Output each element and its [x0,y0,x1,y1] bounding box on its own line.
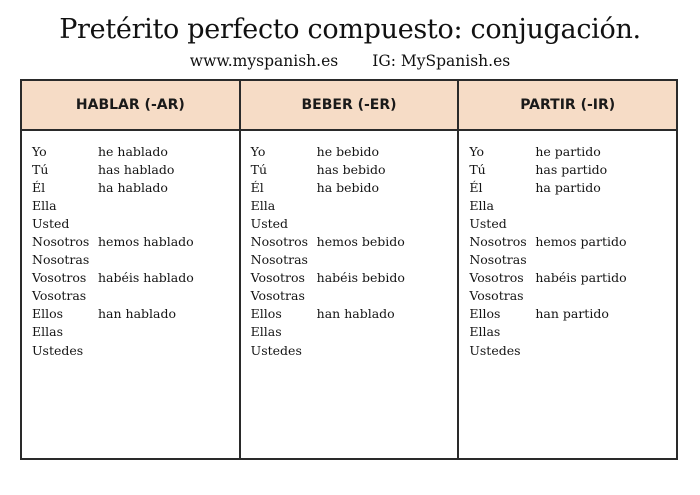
verb-form-cell: he hablado [98,143,168,159]
pronoun-cell: Ellos [250,306,282,322]
table-row [251,251,458,269]
table-row [469,160,676,178]
pronoun-cell: Nosotras [250,252,308,268]
table-row [32,142,239,160]
table-row [251,305,458,323]
pronoun-cell: Nosotras [32,252,90,268]
verb-form-cell: han partido [535,306,609,322]
column-body [459,131,676,458]
table-row [469,232,676,250]
pronoun-cell: Vosotras [250,288,305,304]
instagram-handle: IG: MySpanish.es [372,52,511,70]
verb-form-cell: hemos hablado [98,234,194,250]
verb-form-cell: han hablado [98,306,177,322]
column-heading: PARTIR (-IR) [459,81,676,131]
verb-form-cell: habéis hablado [98,270,194,286]
column-body [22,131,239,458]
pronoun-cell: Vosotros [250,270,305,286]
table-row [32,305,239,323]
table-row [32,214,239,232]
table-row [32,287,239,305]
column-body [241,131,458,458]
table-row [469,287,676,305]
pronoun-cell: Nosotros [250,234,309,250]
table-row [251,142,458,160]
verb-form-cell: ha bebido [316,179,380,195]
pronoun-cell: Ellas [469,324,501,340]
verb-form-cell: habéis partido [535,270,627,286]
table-row [469,214,676,232]
pronoun-cell: Ella [250,197,276,213]
table-row [251,214,458,232]
pronoun-cell: Vosotras [469,288,524,304]
pronoun-cell: Nosotros [469,234,527,250]
column-hablar [22,81,241,458]
table-row [251,232,458,250]
pronoun-cell: Yo [32,143,47,159]
pronoun-cell: Vosotras [32,288,87,304]
table-row [32,160,239,178]
pronoun-cell: Ellas [32,324,63,340]
pronoun-cell: Vosotros [469,270,524,286]
table-row [469,341,676,359]
table-row [251,287,458,305]
table-row [469,269,676,287]
verb-form-cell: habéis bebido [316,270,405,286]
page-title: Pretérito perfecto compuesto: conjugación. [59,14,641,45]
verb-form-cell: has partido [535,161,608,177]
column-beber [241,81,460,458]
pronoun-cell: Usted [250,215,289,231]
pronoun-cell: Tú [250,161,268,177]
table-row [469,142,676,160]
pronoun-cell: Ellos [469,306,501,322]
table-row [251,269,458,287]
column-heading: HABLAR (-AR) [22,81,239,131]
conjugation-table [20,79,678,460]
pronoun-cell: Usted [32,215,70,231]
pronoun-cell: Ustedes [250,342,302,358]
table-row [469,196,676,214]
table-row [32,232,239,250]
pronoun-cell: Él [250,179,264,195]
pronoun-cell: Ellos [32,306,64,322]
verb-form-cell: han hablado [316,306,395,322]
website-text: www.myspanish.es [189,52,339,70]
pronoun-cell: Ellas [250,324,282,340]
verb-form-cell: he bebido [316,143,380,159]
pronoun-cell: Ella [469,197,494,213]
table-row [32,178,239,196]
verb-form-cell: ha partido [535,179,601,195]
table-row [32,323,239,341]
pronoun-cell: Él [469,179,483,195]
pronoun-cell: Ella [32,197,57,213]
table-row [32,196,239,214]
pronoun-cell: Usted [469,215,507,231]
pronoun-cell: Nosotras [469,252,527,268]
pronoun-cell: Vosotros [32,270,87,286]
table-row [32,269,239,287]
table-row [251,323,458,341]
pronoun-cell: Yo [469,143,485,159]
table-row [469,178,676,196]
table-row [251,196,458,214]
column-partir [459,81,676,458]
subtitle [0,50,700,72]
table-row [251,160,458,178]
table-row [251,178,458,196]
pronoun-cell: Tú [469,161,486,177]
verb-form-cell: he partido [535,143,601,159]
table-row [251,341,458,359]
verb-form-cell: has bebido [316,161,386,177]
pronoun-cell: Yo [250,143,266,159]
column-heading: BEBER (-ER) [241,81,458,131]
table-row [32,341,239,359]
verb-form-cell: ha hablado [98,179,168,195]
table-row [469,305,676,323]
pronoun-cell: Nosotros [32,234,90,250]
verb-form-cell: has hablado [98,161,175,177]
table-row [469,323,676,341]
pronoun-cell: Ustedes [469,342,521,358]
table-row [469,251,676,269]
pronoun-cell: Ustedes [32,342,84,358]
pronoun-cell: Él [32,179,46,195]
verb-form-cell: hemos partido [535,234,627,250]
table-row [32,251,239,269]
verb-form-cell: hemos bebido [316,234,405,250]
pronoun-cell: Tú [32,161,49,177]
